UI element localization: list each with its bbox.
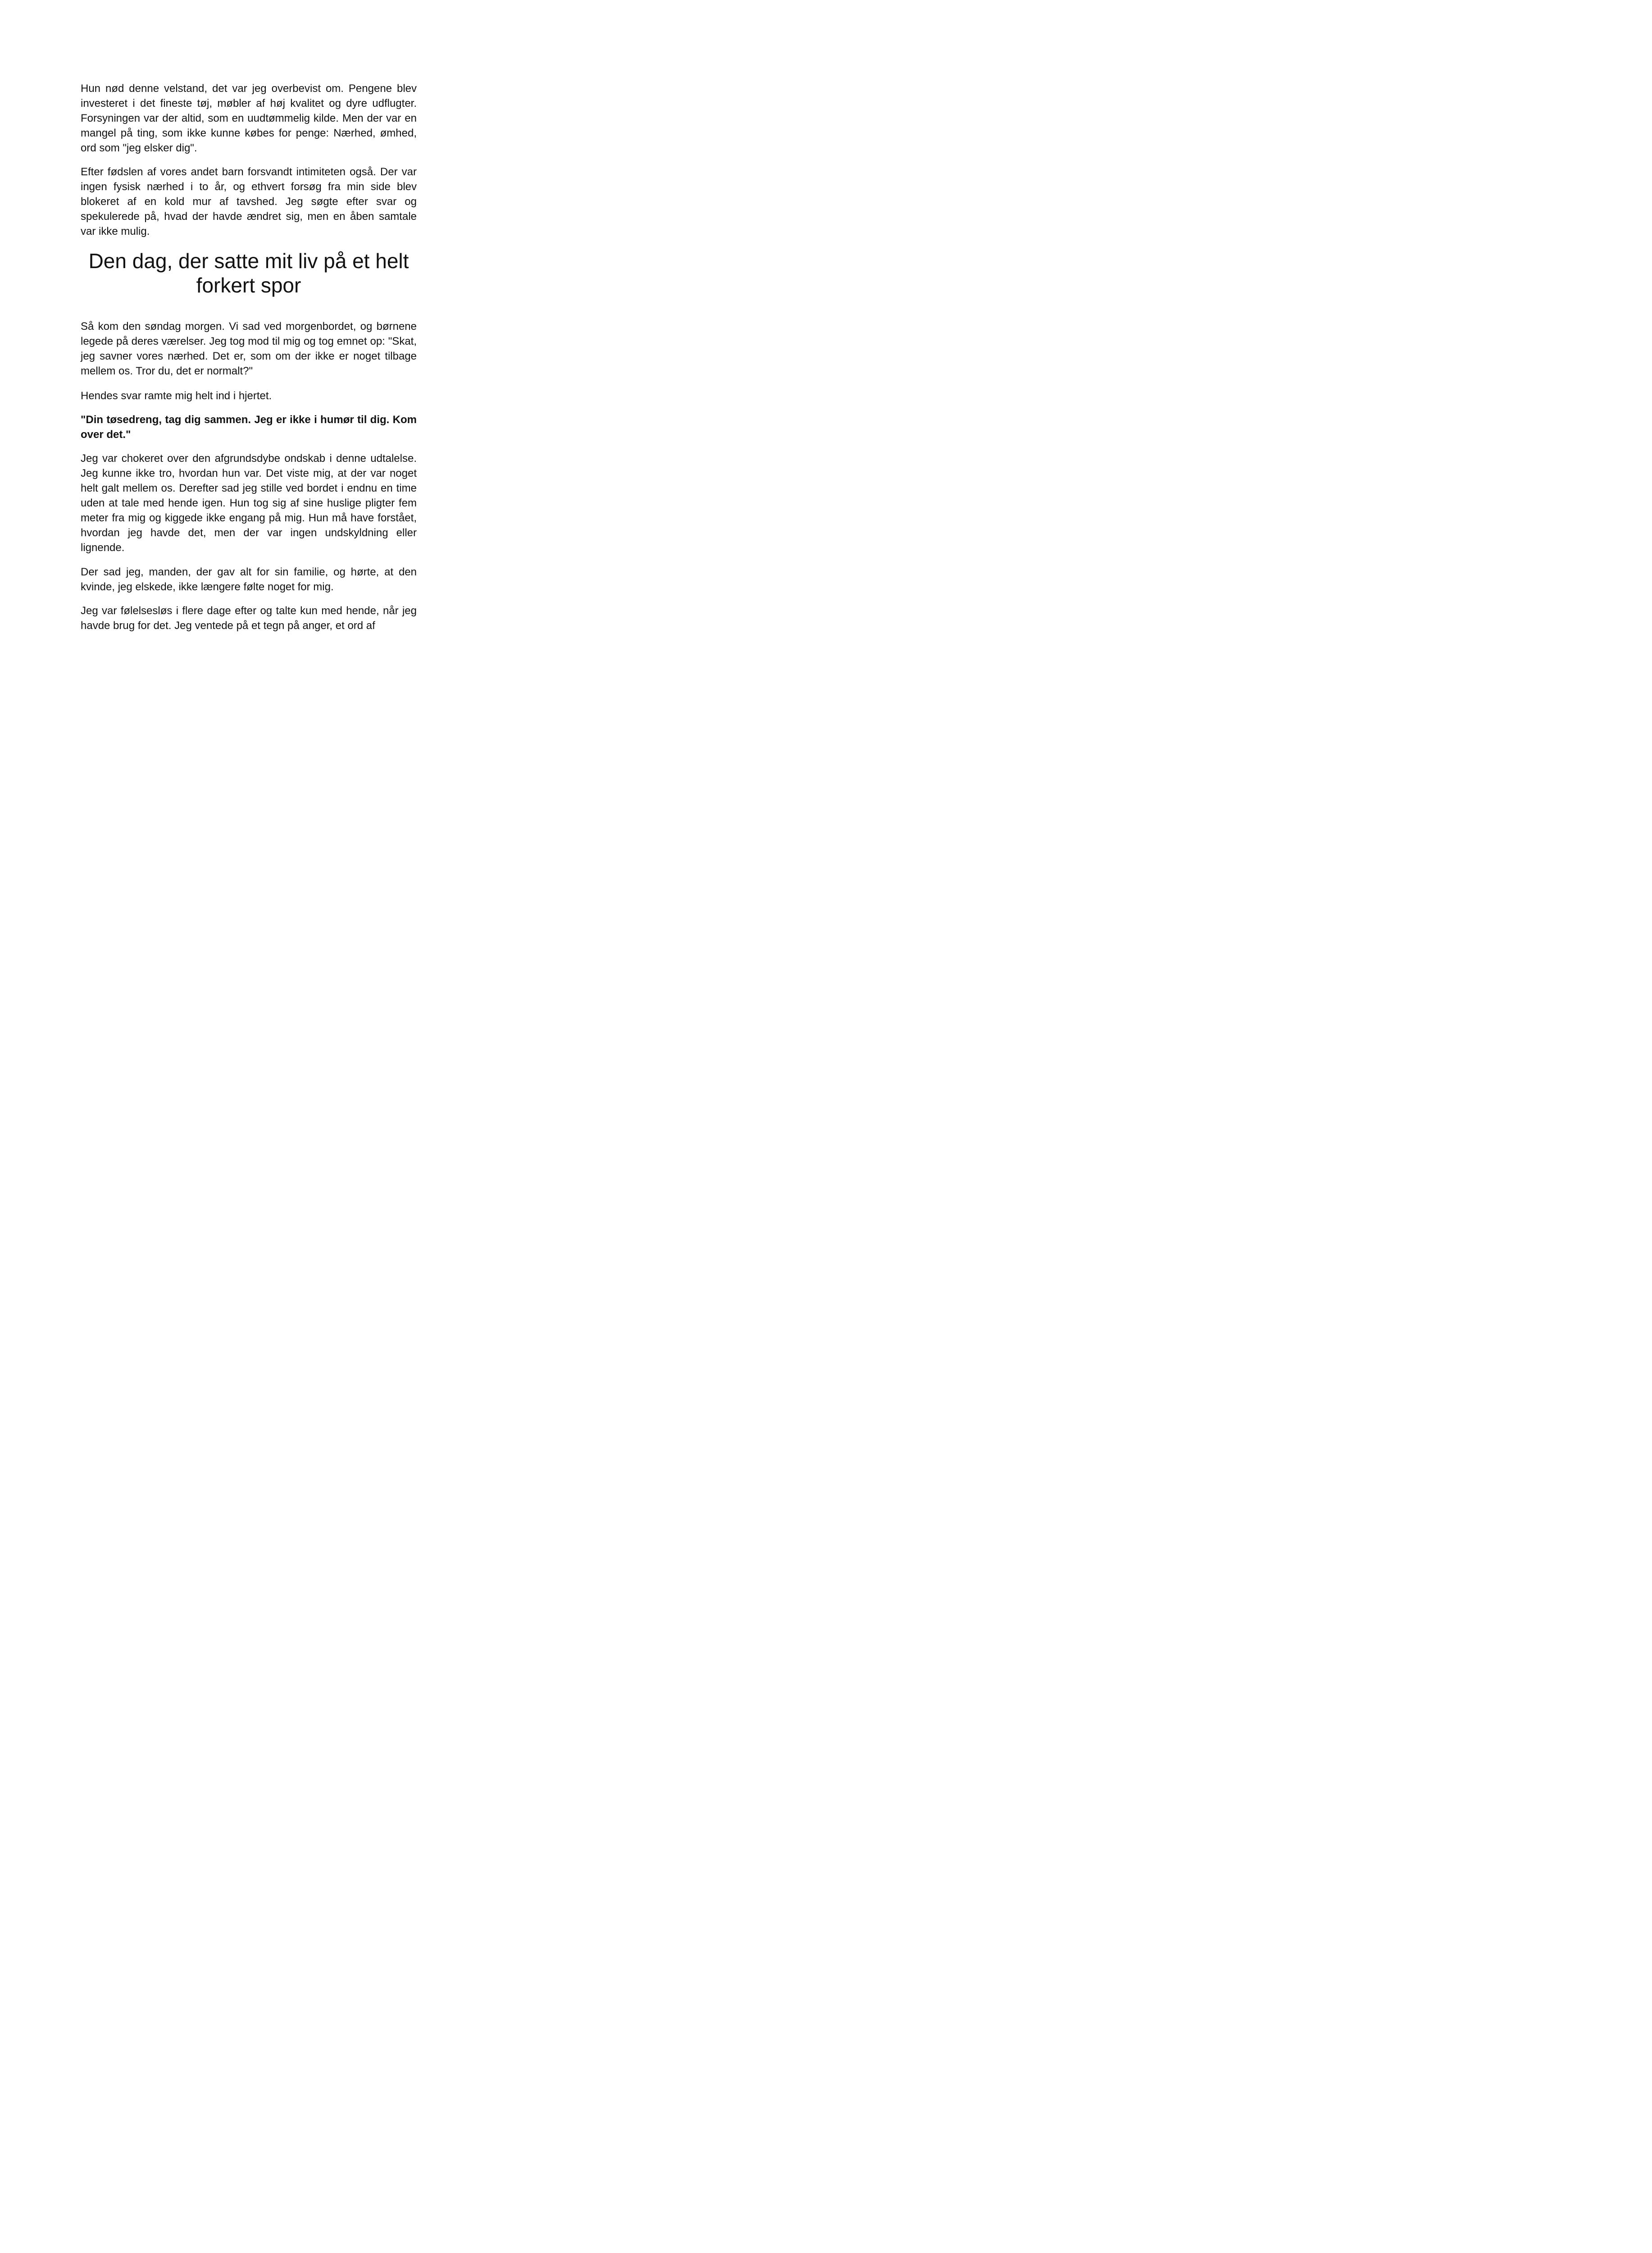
quote-bold: "Din tøsedreng, tag dig sammen. Jeg er ikke i humør til dig. Kom over det." xyxy=(81,414,417,441)
section-heading: Den dag, der satte mit liv på et helt forkert spor xyxy=(88,249,409,297)
paragraph-sunday-container xyxy=(81,319,417,379)
paragraph-shock-container xyxy=(81,451,417,555)
paragraph-family-container xyxy=(81,565,417,594)
paragraph-wealth-container xyxy=(81,81,417,155)
paragraph-sunday: Så kom den søndag morgen. Vi sad ved morgenbordet, og børnene legede på deres værelser. Jeg tog mod til mig og tog emnet op: "Skat, jeg savner vores nærhed. Det er, som om der ikke er noget tilbage mellem os. Tror du, det er normalt?" xyxy=(81,320,417,377)
paragraph-shock: Jeg var chokeret over den afgrundsdybe ondskab i denne udtalelse. Jeg kunne ikke tro, hvordan hun var. Det viste mig, at der var noget helt galt mellem os. Derefter sad jeg stille ved bordet i endnu en time uden at tale med hende igen. Hun tog sig af sine huslige pligter fem meter fra mig og kiggede ikke engang på mig. Hun må have forstået, hvordan jeg havde det, men der var ingen undskyldning eller lignende. xyxy=(81,452,417,554)
paragraph-answer-container xyxy=(81,388,417,403)
paragraph-intimacy-container xyxy=(81,164,417,239)
paragraph-numb-container xyxy=(81,603,417,633)
paragraph-numb: Jeg var følelsesløs i flere dage efter og talte kun med hende, når jeg havde brug for det. Jeg ventede på et tegn på anger, et ord af xyxy=(81,605,417,632)
quote-container xyxy=(81,412,417,442)
paragraph-intimacy: Efter fødslen af vores andet barn forsvandt intimiteten også. Der var ingen fysisk nærhed i to år, og ethvert forsøg fra min side blev blokeret af en kold mur af tavshed. Jeg søgte efter svar og spekulerede på, hvad der havde ændret sig, men en åben samtale var ikke mulig. xyxy=(81,166,417,237)
paragraph-family: Der sad jeg, manden, der gav alt for sin familie, og hørte, at den kvinde, jeg elskede, ikke længere følte noget for mig. xyxy=(81,566,417,593)
paragraph-answer: Hendes svar ramte mig helt ind i hjertet. xyxy=(81,390,272,402)
document-page xyxy=(0,0,496,703)
paragraph-wealth: Hun nød denne velstand, det var jeg overbevist om. Pengene blev investeret i det fineste tøj, møbler af høj kvalitet og dyre udflugter. Forsyningen var der altid, som en uudtømmelig kilde. Men der var en mangel på ting, som ikke kunne købes for penge: Nærhed, ømhed, ord som "jeg elsker dig". xyxy=(81,82,417,154)
